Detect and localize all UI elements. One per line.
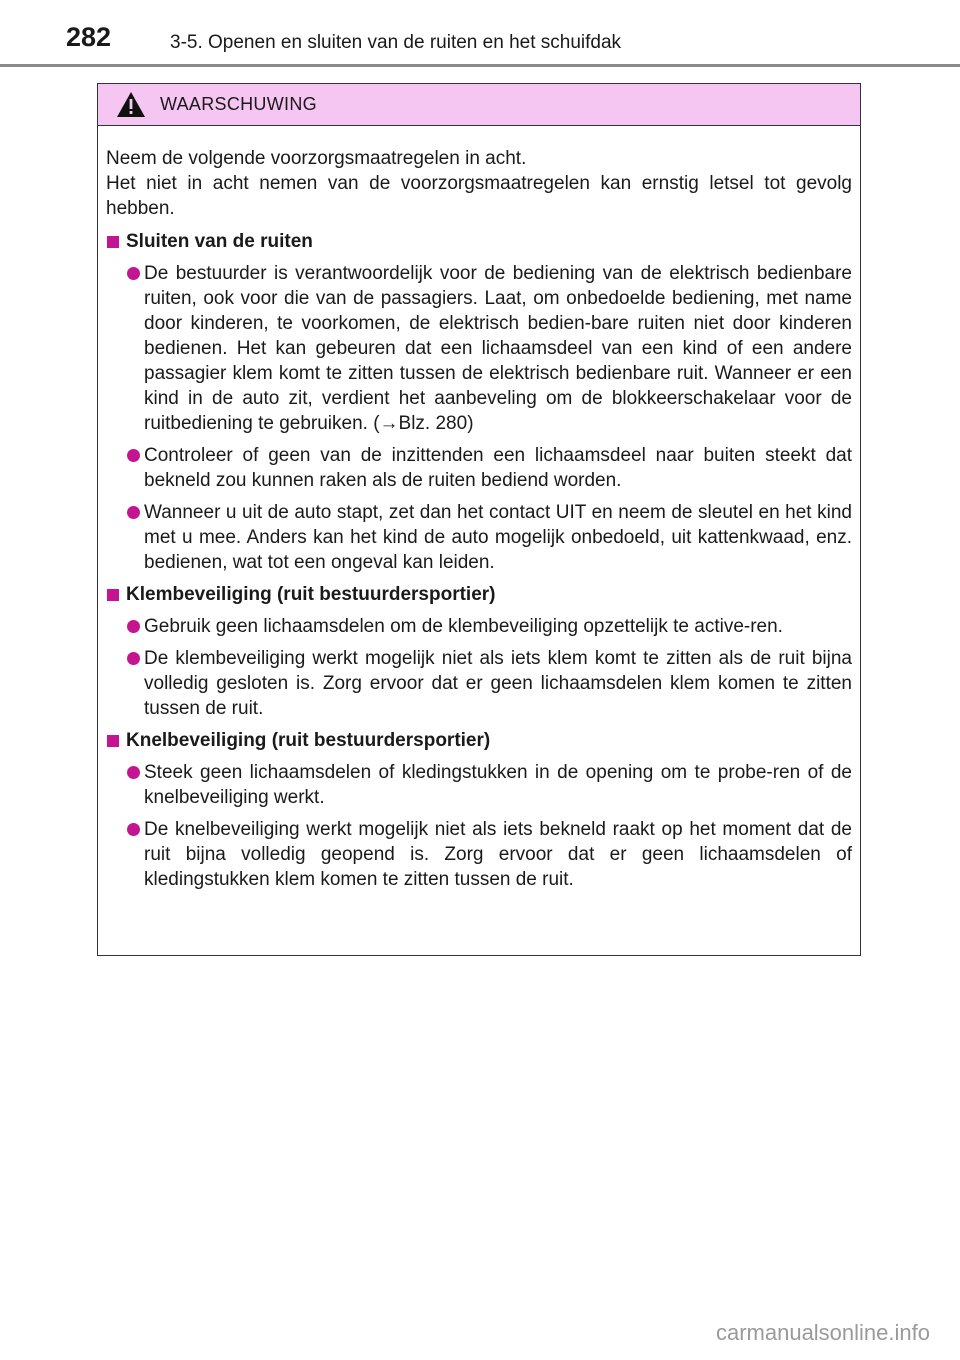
list-item xyxy=(106,261,852,436)
header-divider xyxy=(0,64,960,67)
list-item-text: Steek geen lichaamsdelen of kledingstukken in de opening om te probe-ren of de knelbeveiliging werkt. xyxy=(144,762,852,808)
dot-bullet-icon xyxy=(127,766,140,779)
dot-bullet-icon xyxy=(127,506,140,519)
list-item-text: De knelbeveiliging werkt mogelijk niet als iets bekneld raakt op het moment dat de ruit bijna volledig geopend is. Zorg ervoor dat er geen lichaamsdelen of kledingstukken klem komen te zitten tussen de ruit. xyxy=(144,819,852,890)
section-title-text: Sluiten van de ruiten xyxy=(126,231,313,252)
watermark: carmanualsonline.info xyxy=(715,1320,930,1345)
list-item-text: Wanneer u uit de auto stapt, zet dan het contact UIT en neem de sleutel en het kind met u mee. Anders kan het kind de auto mogelijk onbedoeld, uit kattenkwaad, enz. bedienen, wat tot een ongeval kan leiden. xyxy=(144,502,852,573)
warning-title: WAARSCHUWING xyxy=(160,94,317,114)
dot-bullet-icon xyxy=(127,652,140,665)
warning-triangle-icon xyxy=(116,91,146,118)
square-bullet-icon xyxy=(107,589,119,601)
section-title-text: Knelbeveiliging (ruit bestuurdersportier) xyxy=(126,730,491,751)
list-item-text: De klembeveiliging werkt mogelijk niet als iets klem komt te zitten als de ruit bijna volledig gesloten is. Zorg ervoor dat er geen lichaamsdelen klem komen te zitten tussen de ruit. xyxy=(144,648,852,719)
dot-bullet-icon xyxy=(127,620,140,633)
section-title xyxy=(106,582,852,607)
list-item xyxy=(106,817,852,892)
page-number: 282 xyxy=(66,22,112,52)
section-title xyxy=(106,229,852,254)
list-item xyxy=(106,614,852,639)
dot-bullet-icon xyxy=(127,449,140,462)
list-item xyxy=(106,443,852,493)
list-item xyxy=(106,760,852,810)
warning-box xyxy=(97,83,861,956)
square-bullet-icon xyxy=(107,735,119,747)
list-item xyxy=(106,646,852,721)
warning-intro xyxy=(106,146,852,221)
list-item xyxy=(106,500,852,575)
intro-line: Het niet in acht nemen van de voorzorgsmaatregelen kan ernstig letsel tot gevolg hebben. xyxy=(106,173,852,219)
section-title-text: Klembeveiliging (ruit bestuurdersportier) xyxy=(126,584,496,605)
dot-bullet-icon xyxy=(127,267,140,280)
list-item-text: Controleer of geen van de inzittenden een lichaamsdeel naar buiten steekt dat bekneld zou kunnen raken als de ruiten bediend worden. xyxy=(144,445,852,491)
warning-header xyxy=(98,84,860,126)
list-item-text: De bestuurder is verantwoordelijk voor de bediening van de elektrisch bedienbare ruiten, ook voor die van de passagiers. Laat, om onbedoelde bediening, met name door kinderen, te voorkomen, de elektrisch bedien-bare ruiten niet door kinderen bedienen. Het kan gebeuren dat een lichaamsdeel van een kind of een andere passagier klem komt te zitten tussen de elektrisch bedienbare ruit. Wanneer er een kind in de auto zit, verdient het aanbeveling om de blokkeerschakelaar voor de ruitbediening te gebruiken. (→Blz. 280) xyxy=(144,263,852,434)
list-item-text: Gebruik geen lichaamsdelen om de klembeveiliging opzettelijk te active-ren. xyxy=(144,616,783,637)
warning-body xyxy=(98,126,860,892)
section-title xyxy=(106,728,852,753)
dot-bullet-icon xyxy=(127,823,140,836)
page-header xyxy=(0,0,960,66)
chapter-title: 3-5. Openen en sluiten van de ruiten en het schuifdak xyxy=(170,32,622,53)
intro-line: Neem de volgende voorzorgsmaatregelen in acht. xyxy=(106,148,527,169)
square-bullet-icon xyxy=(107,236,119,248)
